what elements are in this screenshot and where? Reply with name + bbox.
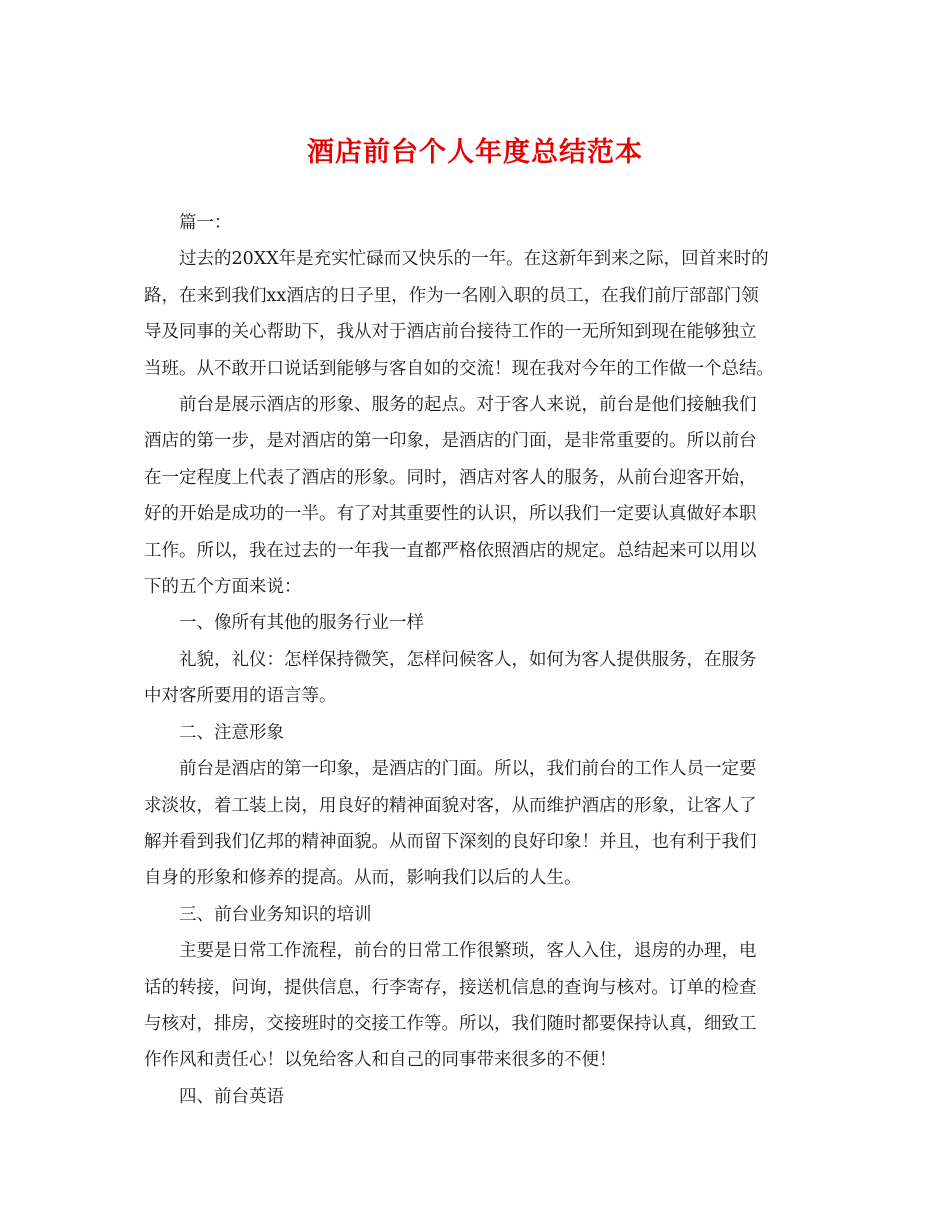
paragraph-line: 在一定程度上代表了酒店的形象。同时，酒店对客人的服务，从前台迎客开始，	[144, 467, 757, 488]
section-heading-four	[144, 1079, 806, 1115]
paragraph-line: 导及同事的关心帮助下，我从对于酒店前台接待工作的一无所知到现在能够独立	[144, 322, 757, 343]
paragraph-line: 四、前台英语	[179, 1086, 284, 1107]
paragraph-line: 前台是展示酒店的形象、服务的起点。对于客人来说，前台是他们接触我们	[179, 395, 757, 416]
paragraph-line: 一、像所有其他的服务行业一样	[179, 613, 424, 634]
paragraph-line: 主要是日常工作流程，前台的日常工作很繁琐，客人入住，退房的办理，电	[179, 941, 757, 962]
section-heading-one	[144, 605, 806, 641]
paragraph-line: 工作。所以，我在过去的一年我一直都严格依照酒店的规定。总结起来可以用以	[144, 540, 757, 561]
paragraph-image	[144, 751, 806, 897]
paragraph-courtesy	[144, 642, 806, 715]
paragraph-line: 话的转接，问询，提供信息，行李寄存，接送机信息的查询与核对。订单的检查	[144, 977, 757, 998]
paragraph-line: 解并看到我们亿邦的精神面貌。从而留下深刻的良好印象！并且，也有利于我们	[144, 831, 757, 852]
paragraph-line: 二、注意形象	[179, 722, 284, 743]
paragraph-line: 酒店的第一步，是对酒店的第一印象，是酒店的门面，是非常重要的。所以前台	[144, 431, 757, 452]
paragraph-line: 过去的20XX年是充实忙碌而又快乐的一年。在这新年到来之际，回首来时的	[179, 249, 769, 270]
paragraph-training	[144, 933, 806, 1079]
paragraph-front-desk-role	[144, 387, 806, 605]
paragraph-line: 路，在来到我们xx酒店的日子里，作为一名刚入职的员工，在我们前厅部部门领	[144, 285, 759, 306]
paragraph-line: 中对客所要用的语言等。	[144, 686, 337, 707]
section-heading-three	[144, 897, 806, 933]
paragraph-line: 前台是酒店的第一印象，是酒店的门面。所以，我们前台的工作人员一定要	[179, 759, 757, 780]
paragraph-line: 作作风和责任心！以免给客人和自己的同事带来很多的不便！	[144, 1050, 617, 1071]
section-heading-part-one	[144, 205, 806, 241]
paragraph-line: 与核对，排房，交接班时的交接工作等。所以，我们随时都要保持认真，细致工	[144, 1013, 757, 1034]
paragraph-line: 篇一：	[179, 213, 232, 233]
document-title: 酒店前台个人年度总结范本	[307, 137, 643, 168]
paragraph-line: 下的五个方面来说：	[144, 577, 302, 598]
paragraph-line: 当班。从不敢开口说话到能够与客自如的交流！现在我对今年的工作做一个总结。	[144, 358, 774, 379]
paragraph-line: 礼貌，礼仪：怎样保持微笑，怎样问候客人，如何为客人提供服务，在服务	[179, 649, 757, 670]
paragraph-line: 好的开始是成功的一半。有了对其重要性的认识，所以我们一定要认真做好本职	[144, 504, 757, 525]
paragraph-line: 三、前台业务知识的培训	[179, 904, 372, 925]
section-heading-two	[144, 715, 806, 751]
paragraph-line: 求淡妆，着工装上岗，用良好的精神面貌对客，从而维护酒店的形象，让客人了	[144, 795, 757, 816]
paragraph-intro	[144, 241, 806, 387]
document-body	[144, 205, 806, 1115]
paragraph-line: 自身的形象和修养的提高。从而，影响我们以后的人生。	[144, 868, 582, 889]
